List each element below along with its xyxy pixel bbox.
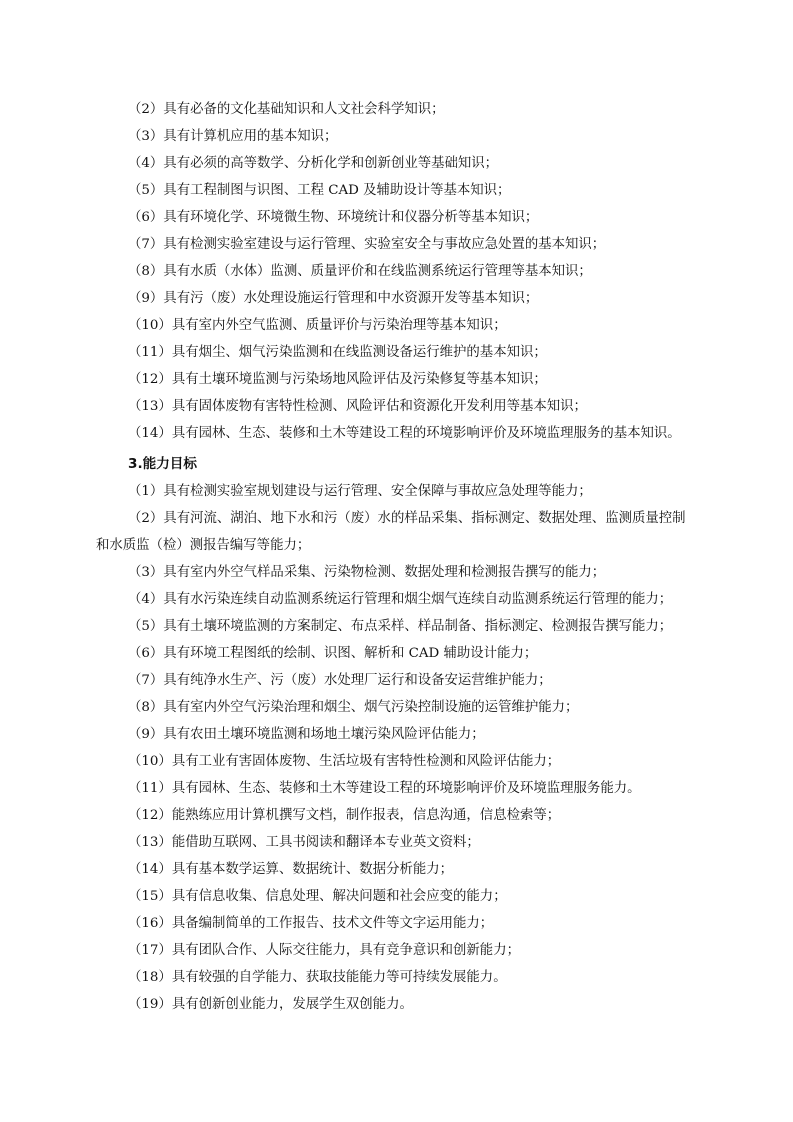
ability-item: （9）具有农田土壤环境监测和场地土壤污染风险评估能力； xyxy=(128,727,485,742)
knowledge-item: （14）具有园林、生态、装修和土木等建设工程的环境影响评价及环境监理服务的基本知识。 xyxy=(128,426,681,441)
ability-item: （4）具有水污染连续自动监测系统运行管理和烟尘烟气连续自动监测系统运行管理的能力； xyxy=(128,592,673,607)
ability-item: （18）具有较强的自学能力、获取技能能力等可持续发展能力。 xyxy=(128,970,507,985)
ability-item: （13）能借助互联网、工具书阅读和翻译本专业英文资料； xyxy=(128,835,480,850)
ability-item: （17）具有团队合作、人际交往能力，具有竞争意识和创新能力； xyxy=(128,943,520,958)
ability-item-continuation: 和水质监（检）测报告编写等能力； xyxy=(96,538,311,553)
ability-item: （5）具有土壤环境监测的方案制定、布点采样、样品制备、指标测定、检测报告撰写能力； xyxy=(128,619,673,634)
ability-item: （15）具有信息收集、信息处理、解决问题和社会应变的能力； xyxy=(128,889,507,904)
knowledge-item: （12）具有土壤环境监测与污染场地风险评估及污染修复等基本知识； xyxy=(128,372,547,387)
ability-item: （6）具有环境工程图纸的绘制、识图、解析和 CAD 辅助设计能力； xyxy=(128,646,538,661)
knowledge-item: （2）具有必备的文化基础知识和人文社会科学知识； xyxy=(128,102,445,117)
ability-item: （11）具有园林、生态、装修和土木等建设工程的环境影响评价及环境监理服务能力。 xyxy=(128,781,641,796)
knowledge-item: （4）具有必须的高等数学、分析化学和创新创业等基础知识； xyxy=(128,156,499,171)
knowledge-item: （13）具有固体废物有害特性检测、风险评估和资源化开发利用等基本知识； xyxy=(128,399,587,414)
ability-item: （2）具有河流、湖泊、地下水和污（废）水的样品采集、指标测定、数据处理、监测质量控制 xyxy=(128,511,686,526)
ability-item: （7）具有纯净水生产、污（废）水处理厂运行和设备安运营维护能力； xyxy=(128,673,552,688)
knowledge-item: （6）具有环境化学、环境微生物、环境统计和仪器分析等基本知识； xyxy=(128,210,539,225)
knowledge-item: （5）具有工程制图与识图、工程 CAD 及辅助设计等基本知识； xyxy=(128,183,511,198)
ability-item: （3）具有室内外空气样品采集、污染物检测、数据处理和检测报告撰写的能力； xyxy=(128,565,606,580)
knowledge-item: （8）具有水质（水体）监测、质量评价和在线监测系统运行管理等基本知识； xyxy=(128,264,592,279)
ability-item: （12）能熟练应用计算机撰写文档，制作报表，信息沟通，信息检索等； xyxy=(128,808,561,823)
knowledge-item: （11）具有烟尘、烟气污染监测和在线监测设备运行维护的基本知识； xyxy=(128,345,547,360)
ability-item: （8）具有室内外空气污染治理和烟尘、烟气污染控制设施的运管维护能力； xyxy=(128,700,579,715)
section-heading-ability: 3.能力目标 xyxy=(128,456,197,472)
ability-item: （14）具有基本数学运算、数据统计、数据分析能力； xyxy=(128,862,454,877)
ability-item: （1）具有检测实验室规划建设与运行管理、安全保障与事故应急处理等能力； xyxy=(128,484,592,499)
knowledge-item: （10）具有室内外空气监测、质量评价与污染治理等基本知识； xyxy=(128,318,507,333)
ability-item: （16）具备编制简单的工作报告、技术文件等文字运用能力； xyxy=(128,916,494,931)
ability-item: （19）具有创新创业能力，发展学生双创能力。 xyxy=(128,997,413,1012)
knowledge-item: （3）具有计算机应用的基本知识； xyxy=(128,129,338,144)
knowledge-item: （9）具有污（废）水处理设施运行管理和中水资源开发等基本知识； xyxy=(128,291,539,306)
knowledge-item: （7）具有检测实验室建设与运行管理、实验室安全与事故应急处置的基本知识； xyxy=(128,237,606,252)
ability-item: （10）具有工业有害固体废物、生活垃圾有害特性检测和风险评估能力； xyxy=(128,754,561,769)
